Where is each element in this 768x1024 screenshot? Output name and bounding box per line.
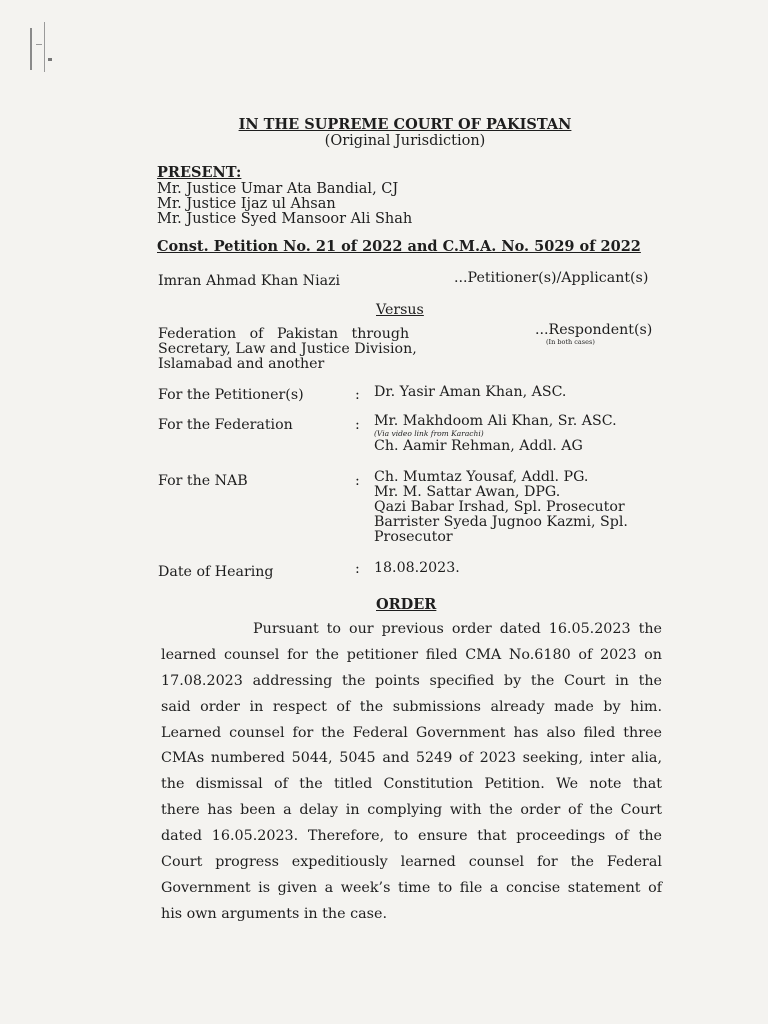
petitioner-counsel-label: For the Petitioner(s) bbox=[158, 387, 304, 403]
hearing-label: Date of Hearing bbox=[158, 564, 274, 580]
order-line: the dismissal of the titled Constitution Petition. We note that bbox=[161, 776, 662, 793]
order-line: Court progress expeditiously learned counsel for the Federal bbox=[161, 854, 662, 871]
order-line: said order in respect of the submissions already made by him. bbox=[161, 698, 662, 715]
petitioner-name: Imran Ahmad Khan Niazi bbox=[158, 273, 341, 289]
order-line: learned counsel for the petitioner filed CMA No.6180 of 2023 on bbox=[161, 646, 662, 663]
judge-name: Mr. Justice Syed Mansoor Ali Shah bbox=[157, 211, 413, 227]
respondent-line: Federation of Pakistan through bbox=[158, 326, 410, 342]
petitioner-role: ...Petitioner(s)/Applicant(s) bbox=[454, 270, 649, 286]
scan-mark bbox=[36, 44, 42, 45]
jurisdiction: (Original Jurisdiction) bbox=[324, 133, 486, 149]
scan-mark bbox=[30, 28, 32, 70]
colon: : bbox=[355, 417, 360, 433]
respondent-role-note: (In both cases) bbox=[546, 338, 595, 346]
order-body bbox=[161, 617, 662, 928]
case-number: Const. Petition No. 21 of 2022 and C.M.A. No. 5029 of 2022 bbox=[157, 238, 641, 255]
judge-name: Mr. Justice Umar Ata Bandial, CJ bbox=[157, 181, 399, 197]
nab-counsel: Ch. Mumtaz Yousaf, Addl. PG. bbox=[374, 469, 589, 485]
order-line: his own arguments in the case. bbox=[161, 905, 387, 922]
hearing-date: 18.08.2023. bbox=[374, 560, 460, 576]
nab-counsel: Qazi Babar Irshad, Spl. Prosecutor bbox=[374, 499, 625, 515]
order-line: CMAs numbered 5044, 5045 and 5249 of 2023 seeking, inter alia, bbox=[161, 750, 662, 767]
petitioner-counsel: Dr. Yasir Aman Khan, ASC. bbox=[374, 384, 567, 400]
respondent-line: Islamabad and another bbox=[158, 356, 325, 372]
order-line: Pursuant to our previous order dated 16.05.2023 the bbox=[253, 621, 662, 637]
scan-mark bbox=[44, 22, 45, 72]
order-line: 17.08.2023 addressing the points specified by the Court in the bbox=[161, 672, 662, 689]
colon: : bbox=[355, 473, 360, 489]
judge-name: Mr. Justice Ijaz ul Ahsan bbox=[157, 196, 336, 212]
nab-counsel: Barrister Syeda Jugnoo Kazmi, Spl. bbox=[374, 514, 628, 530]
nab-counsel: Prosecutor bbox=[374, 529, 453, 545]
federation-counsel: Mr. Makhdoom Ali Khan, Sr. ASC. bbox=[374, 413, 617, 429]
order-line: Learned counsel for the Federal Government has also filed three bbox=[161, 724, 662, 741]
respondent-role: ...Respondent(s) bbox=[535, 322, 653, 338]
colon: : bbox=[355, 387, 360, 403]
order-title: ORDER bbox=[376, 596, 437, 613]
respondent-line: Secretary, Law and Justice Division, bbox=[158, 341, 417, 357]
present-label: PRESENT: bbox=[157, 164, 242, 181]
versus-label: Versus bbox=[376, 302, 424, 318]
federation-counsel-label: For the Federation bbox=[158, 417, 293, 433]
court-title: IN THE SUPREME COURT OF PAKISTAN bbox=[238, 116, 572, 133]
order-line: Government is given a week’s time to file a concise statement of bbox=[161, 879, 662, 896]
colon: : bbox=[355, 561, 360, 577]
order-line: dated 16.05.2023. Therefore, to ensure that proceedings of the bbox=[161, 828, 662, 845]
nab-counsel: Mr. M. Sattar Awan, DPG. bbox=[374, 484, 561, 500]
nab-counsel-label: For the NAB bbox=[158, 473, 248, 489]
scan-mark bbox=[48, 58, 52, 61]
federation-counsel: Ch. Aamir Rehman, Addl. AG bbox=[374, 438, 583, 454]
order-line: there has been a delay in complying with the order of the Court bbox=[161, 802, 662, 819]
federation-counsel-note: (Via video link from Karachi) bbox=[374, 429, 484, 438]
